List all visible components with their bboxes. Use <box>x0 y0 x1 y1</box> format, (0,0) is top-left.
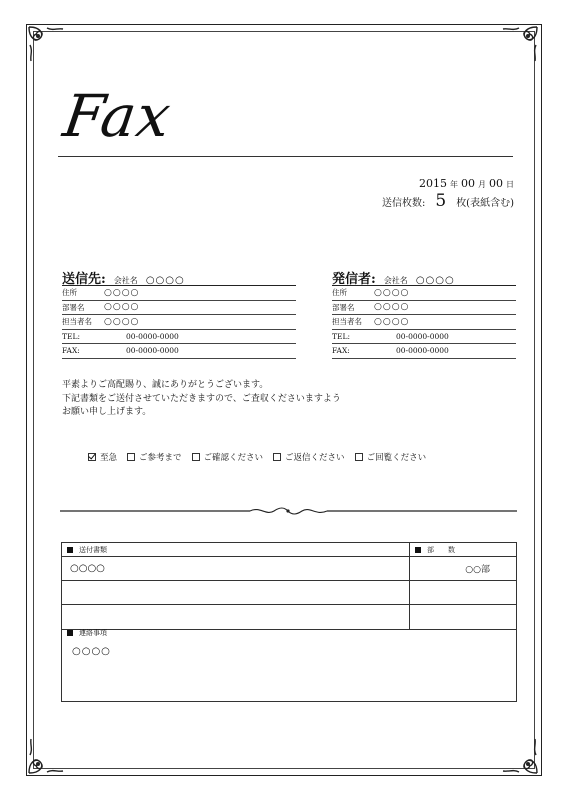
checkbox-please-circulate[interactable] <box>355 451 427 463</box>
sender-company-label: 会社名 <box>383 276 408 285</box>
sender-contact-field[interactable]: ○○○○ <box>374 316 410 327</box>
document-name-cell[interactable] <box>62 581 410 604</box>
date-day-unit: 日 <box>506 180 514 189</box>
page-count-label: 送信枚数: <box>381 198 426 209</box>
recipient-header <box>62 268 296 286</box>
checkbox-empty-icon[interactable] <box>355 453 363 461</box>
recipient-company-field[interactable]: ○○○○ <box>145 275 185 286</box>
sender-row <box>332 344 516 359</box>
date-line <box>419 177 514 190</box>
date-year[interactable]: 2015 <box>419 177 447 190</box>
checkbox-urgent[interactable] <box>88 451 117 463</box>
notes-header-label: 連絡事項 <box>79 629 107 637</box>
sender-row <box>332 330 516 345</box>
ornament-divider-icon <box>60 505 517 517</box>
page-count-suffix: 枚(表紙含む) <box>456 198 514 209</box>
recipient-fax-field[interactable]: 00-0000-0000 <box>126 346 179 356</box>
field-label: 担当者名 <box>332 317 362 327</box>
sender-company-field[interactable]: ○○○○ <box>415 275 455 286</box>
recipient-label: 送信先: <box>62 272 106 287</box>
recipient-address-field[interactable]: ○○○○ <box>104 287 140 298</box>
date-day[interactable]: 00 <box>489 177 503 190</box>
checkbox-please-reply[interactable] <box>273 451 345 463</box>
fax-title: Fax <box>59 82 176 150</box>
checkbox-please-confirm[interactable] <box>192 451 264 463</box>
sender-block <box>332 268 516 359</box>
field-label: FAX: <box>332 346 350 356</box>
checkbox-label: ご返信ください <box>285 453 345 463</box>
greeting-line: 下記書類をご送付させていただきますので、ご査収くださいますよう <box>62 393 341 404</box>
field-label: 担当者名 <box>62 317 92 327</box>
sender-department-field[interactable]: ○○○○ <box>374 302 410 313</box>
corner-ornament-icon <box>27 25 71 69</box>
page-count-line <box>382 191 514 211</box>
notes-box <box>61 626 517 702</box>
recipient-tel-field[interactable]: 00-0000-0000 <box>126 331 179 341</box>
count-header-label: 部 数 <box>427 545 455 554</box>
checkbox-empty-icon[interactable] <box>273 453 281 461</box>
date-month-unit: 月 <box>478 180 486 189</box>
docs-header-label: 送付書類 <box>79 545 107 554</box>
checkbox-label: 至急 <box>100 453 118 463</box>
field-label: TEL: <box>332 331 350 341</box>
recipient-row <box>62 301 296 316</box>
sender-row <box>332 301 516 316</box>
field-label: FAX: <box>62 346 80 356</box>
checkbox-checked-icon[interactable] <box>88 453 96 461</box>
date-year-unit: 年 <box>450 180 458 189</box>
document-name-cell[interactable]: ○○○○ <box>62 557 410 580</box>
field-label: TEL: <box>62 331 80 341</box>
table-row <box>62 557 516 581</box>
recipient-row <box>62 315 296 330</box>
recipient-block <box>62 268 296 359</box>
bullet-square-icon <box>67 630 73 636</box>
table-row <box>62 581 516 605</box>
sender-fax-field[interactable]: 00-0000-0000 <box>396 346 449 356</box>
checkbox-label: ご確認ください <box>203 453 264 463</box>
urgency-checkbox-group <box>88 451 426 463</box>
greeting-line: 平素よりご高配賜り、誠にありがとうございます。 <box>62 380 269 390</box>
recipient-company-label: 会社名 <box>113 276 138 285</box>
sender-row <box>332 315 516 330</box>
field-label: 住所 <box>332 288 347 298</box>
documents-table <box>61 542 517 630</box>
checkbox-empty-icon[interactable] <box>127 453 135 461</box>
recipient-contact-field[interactable]: ○○○○ <box>104 316 140 327</box>
corner-ornament-icon <box>495 731 539 775</box>
field-label: 住所 <box>62 288 77 298</box>
table-header-row <box>62 543 516 557</box>
document-count-cell[interactable]: ○○部 <box>465 565 490 575</box>
field-label: 部署名 <box>332 302 355 312</box>
recipient-row <box>62 330 296 345</box>
docs-column-header <box>62 543 410 556</box>
notes-field[interactable]: ○○○○ <box>72 646 111 657</box>
greeting-text <box>62 379 341 420</box>
page-count-value[interactable]: 5 <box>435 191 447 211</box>
sender-row <box>332 286 516 301</box>
checkbox-empty-icon[interactable] <box>192 453 200 461</box>
bullet-square-icon <box>67 547 73 553</box>
sender-address-field[interactable]: ○○○○ <box>374 287 410 298</box>
sender-tel-field[interactable]: 00-0000-0000 <box>396 331 449 341</box>
checkbox-label: ご参考まで <box>139 453 182 463</box>
date-month[interactable]: 00 <box>461 177 475 190</box>
count-column-header <box>410 543 516 556</box>
greeting-line: お願い申し上げます。 <box>62 407 152 417</box>
title-rule <box>58 156 513 157</box>
document-count-cell[interactable] <box>410 581 516 604</box>
field-label: 部署名 <box>62 302 85 312</box>
checkbox-for-reference[interactable] <box>127 451 182 463</box>
corner-ornament-icon <box>495 25 539 69</box>
sender-label: 発信者: <box>332 272 376 287</box>
recipient-row <box>62 286 296 301</box>
notes-header <box>62 626 516 640</box>
corner-ornament-icon <box>27 731 71 775</box>
sender-header <box>332 268 516 286</box>
checkbox-label: ご回覧ください <box>366 453 427 463</box>
recipient-row <box>62 344 296 359</box>
bullet-square-icon <box>415 547 421 553</box>
recipient-department-field[interactable]: ○○○○ <box>104 302 140 313</box>
